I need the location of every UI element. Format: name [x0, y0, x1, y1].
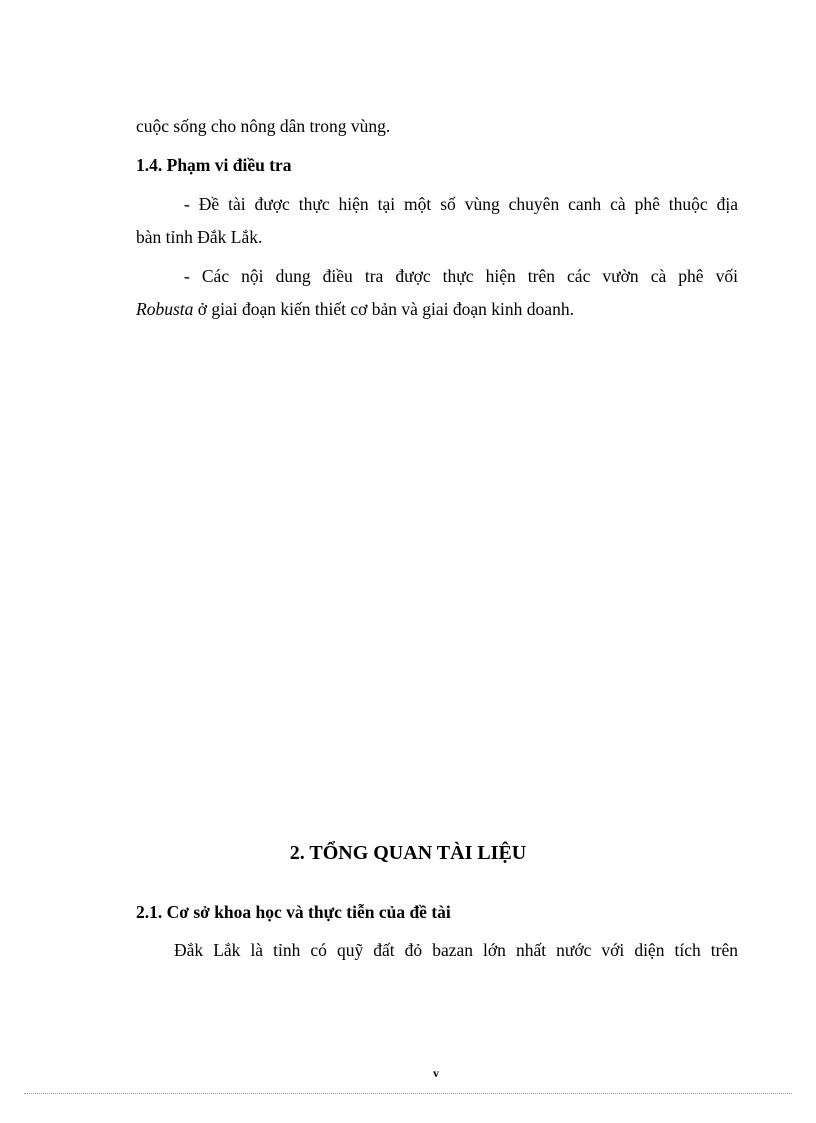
italic-term: Robusta [136, 299, 194, 319]
chapter-title: 2. TỔNG QUAN TÀI LIỆU [289, 842, 527, 864]
paragraph-line: - Đề tài được thực hiện tại một số vùng chuyên canh cà phê thuộc địa [184, 194, 738, 214]
page-border-divider [24, 1093, 792, 1094]
paragraph-line [136, 299, 738, 319]
paragraph-line: cuộc sống cho nông dân trong vùng. [136, 116, 391, 136]
paragraph-line: bàn tỉnh Đắk Lắk. [136, 227, 263, 247]
section-heading-2-1: 2.1. Cơ sở khoa học và thực tiễn của đề tài [136, 902, 451, 922]
page-number: v [433, 1066, 439, 1080]
paragraph-line: Đắk Lắk là tỉnh có quỹ đất đỏ bazan lớn nhất nước với diện tích trên [174, 940, 738, 960]
section-heading-1-4: 1.4. Phạm vi điều tra [136, 155, 292, 175]
paragraph-line: - Các nội dung điều tra được thực hiện trên các vườn cà phê vối [184, 266, 738, 286]
paragraph-text: ở giai đoạn kiến thiết cơ bản và giai đoạn kinh doanh. [193, 299, 574, 319]
